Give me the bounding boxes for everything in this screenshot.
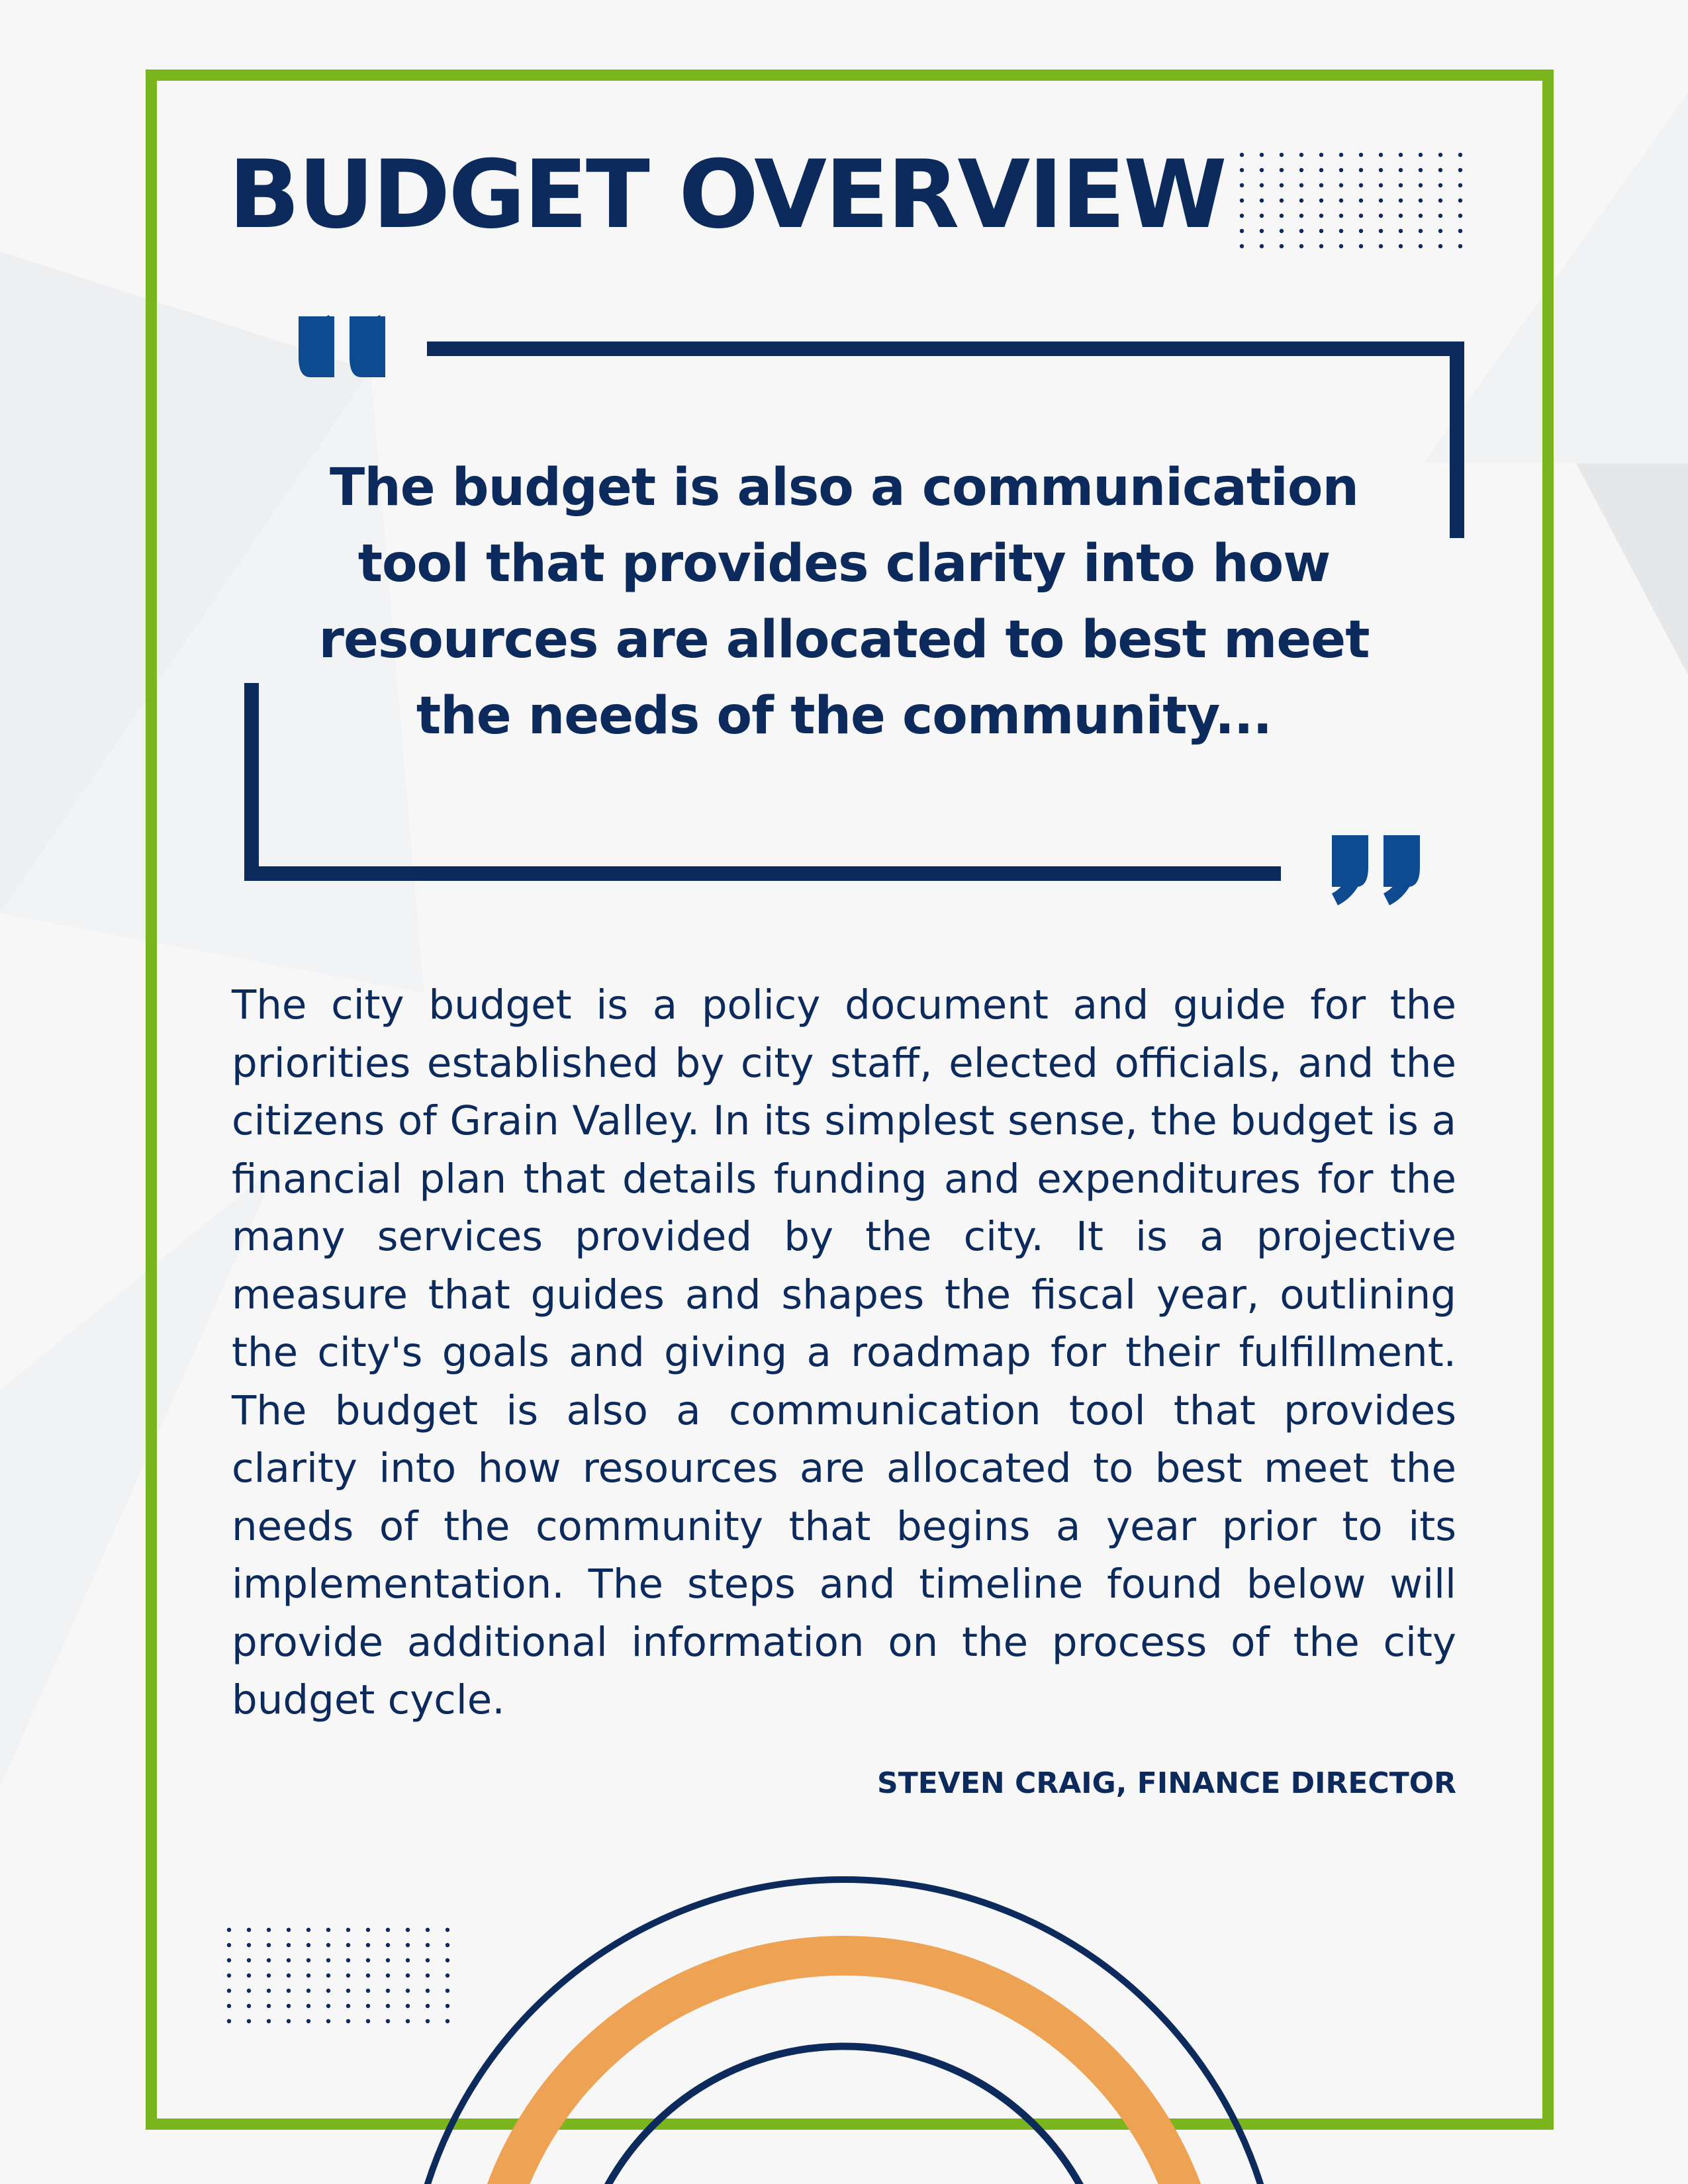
dot [1260, 183, 1264, 187]
dot [306, 1974, 310, 1978]
dot [1319, 153, 1323, 157]
dot [366, 1989, 370, 1993]
dot [1339, 214, 1343, 218]
dot [1260, 244, 1264, 248]
dot [1438, 168, 1442, 172]
dot [1319, 168, 1323, 172]
dot [1299, 153, 1303, 157]
dot [386, 2019, 390, 2023]
dot [227, 1974, 231, 1978]
dot [1280, 168, 1284, 172]
dot [267, 2019, 271, 2023]
dot [445, 2019, 449, 2023]
dot [1240, 153, 1244, 157]
dot [306, 2004, 310, 2008]
dot [227, 1989, 231, 1993]
dot [1299, 214, 1303, 218]
dot [386, 1943, 390, 1947]
dot [1299, 229, 1303, 233]
dot [1319, 244, 1323, 248]
dot [386, 1989, 390, 1993]
page-title: BUDGET OVERVIEW [228, 140, 1225, 250]
dot [247, 1974, 251, 1978]
pull-quote: The budget is also a communication tool that provides clarity into how resources are allocated to best meet the needs of the community... [318, 458, 1370, 746]
dot [426, 1974, 430, 1978]
dot [1339, 244, 1343, 248]
dot [1399, 168, 1403, 172]
dot [1458, 183, 1462, 187]
dot [445, 1958, 449, 1962]
dot [227, 2019, 231, 2023]
dot [267, 1989, 271, 1993]
dot [1419, 229, 1423, 233]
dot [1419, 183, 1423, 187]
dot [1260, 199, 1264, 203]
dot [227, 1928, 231, 1932]
dot [267, 1943, 271, 1947]
dot [1260, 214, 1264, 218]
dot [326, 2019, 330, 2023]
dot [1438, 244, 1442, 248]
dot [287, 1928, 291, 1932]
dot [346, 2004, 350, 2008]
dot [1419, 244, 1423, 248]
dot [1438, 153, 1442, 157]
dot [1438, 214, 1442, 218]
dot [445, 1989, 449, 1993]
dot [1359, 153, 1363, 157]
dot [346, 1928, 350, 1932]
dot [406, 1958, 410, 1962]
dot [1299, 183, 1303, 187]
dot [346, 1943, 350, 1947]
dot [406, 1928, 410, 1932]
dot [1399, 214, 1403, 218]
dot [306, 1928, 310, 1932]
dot [1458, 229, 1462, 233]
dot [426, 1943, 430, 1947]
dot [366, 1943, 370, 1947]
dot [346, 1958, 350, 1962]
dot [1379, 199, 1383, 203]
dot [267, 2004, 271, 2008]
dot [426, 1989, 430, 1993]
dot [247, 1943, 251, 1947]
dot [1280, 244, 1284, 248]
dot [386, 1928, 390, 1932]
dot [1280, 214, 1284, 218]
dot [287, 1989, 291, 1993]
dot [1240, 229, 1244, 233]
dot [287, 1943, 291, 1947]
dot [1339, 168, 1343, 172]
dot [1240, 244, 1244, 248]
dot [1319, 229, 1323, 233]
dot [227, 2004, 231, 2008]
dot [1438, 199, 1442, 203]
dot [247, 1928, 251, 1932]
dot [1240, 214, 1244, 218]
dot [1319, 199, 1323, 203]
dot [1379, 244, 1383, 248]
dot [445, 1943, 449, 1947]
dot [1458, 214, 1462, 218]
dot [1299, 244, 1303, 248]
dot [1438, 183, 1442, 187]
dot [326, 2004, 330, 2008]
dot [1419, 168, 1423, 172]
dot [1240, 183, 1244, 187]
dot [386, 1958, 390, 1962]
dot [346, 1974, 350, 1978]
dot [306, 1958, 310, 1962]
dot [1260, 153, 1264, 157]
dot [247, 2019, 251, 2023]
dot [227, 1958, 231, 1962]
body-paragraph: The city budget is a policy document and guide for the priorities established by city staff, elected officials, and the citizens of Grain Valley. In its simplest sense, the budget is a financial plan that details funding and expenditures for the many services provided by the city. It is a projective measure that guides and shapes the fiscal year, outlining the city's goals and giving a roadmap for their fulfillment. The budget is also a communication tool that provides clarity into how resources are allocated to best meet the needs of the community that begins a year prior to its implementation. The steps and timeline found below will provide additional information on the process of the city budget cycle. [232, 981, 1456, 1723]
dot [1458, 153, 1462, 157]
dot [1359, 229, 1363, 233]
dot [406, 2019, 410, 2023]
dot [1458, 199, 1462, 203]
dot [426, 2004, 430, 2008]
dot [1399, 244, 1403, 248]
dot [1339, 199, 1343, 203]
dot [326, 1943, 330, 1947]
dot [346, 1989, 350, 1993]
dot [1438, 229, 1442, 233]
dot [1419, 153, 1423, 157]
dot [1379, 214, 1383, 218]
dot [386, 2004, 390, 2008]
dot [1240, 168, 1244, 172]
dot [287, 2004, 291, 2008]
dot [1260, 168, 1264, 172]
dot [366, 2004, 370, 2008]
dot [1419, 199, 1423, 203]
dot [1399, 153, 1403, 157]
dot [366, 2019, 370, 2023]
dot [1339, 153, 1343, 157]
dot [227, 1943, 231, 1947]
dot [445, 1974, 449, 1978]
dot [1359, 214, 1363, 218]
dot [1399, 199, 1403, 203]
dot [1280, 153, 1284, 157]
dot [306, 1989, 310, 1993]
dot [1319, 214, 1323, 218]
dot [445, 2004, 449, 2008]
dot [306, 2019, 310, 2023]
dot [1458, 244, 1462, 248]
dot [1419, 214, 1423, 218]
dot [1379, 168, 1383, 172]
dot [1359, 199, 1363, 203]
dot [1458, 168, 1462, 172]
dot [406, 1989, 410, 1993]
dot [326, 1974, 330, 1978]
dot [1240, 199, 1244, 203]
attribution: STEVEN CRAIG, FINANCE DIRECTOR [877, 1766, 1456, 1800]
dot [1379, 153, 1383, 157]
dot [366, 1928, 370, 1932]
dot [1359, 183, 1363, 187]
dot [426, 2019, 430, 2023]
dot [1260, 229, 1264, 233]
dot [287, 1958, 291, 1962]
dot [1299, 199, 1303, 203]
dot [1379, 183, 1383, 187]
dot [267, 1974, 271, 1978]
dot [247, 1989, 251, 1993]
dot [247, 2004, 251, 2008]
dot [1280, 229, 1284, 233]
dot [426, 1958, 430, 1962]
dot [1399, 229, 1403, 233]
dot [445, 1928, 449, 1932]
dot [287, 2019, 291, 2023]
dot [1359, 168, 1363, 172]
dot [346, 2019, 350, 2023]
dot [1339, 229, 1343, 233]
dot [1280, 199, 1284, 203]
dot [326, 1989, 330, 1993]
dot [267, 1928, 271, 1932]
dot-grid-bottom-left [225, 1926, 457, 2032]
dot [1280, 183, 1284, 187]
dot [247, 1958, 251, 1962]
dot [386, 1974, 390, 1978]
dot [406, 2004, 410, 2008]
dot [267, 1958, 271, 1962]
dot [1319, 183, 1323, 187]
dot [287, 1974, 291, 1978]
dot-grid-top-right [1238, 151, 1470, 257]
dot [426, 1928, 430, 1932]
dot [1339, 183, 1343, 187]
dot [326, 1958, 330, 1962]
dot [1399, 183, 1403, 187]
dot [406, 1974, 410, 1978]
dot [326, 1928, 330, 1932]
dot [366, 1974, 370, 1978]
dot [366, 1958, 370, 1962]
dot [1299, 168, 1303, 172]
dot [306, 1943, 310, 1947]
dot [1379, 229, 1383, 233]
dot [1359, 244, 1363, 248]
dot [406, 1943, 410, 1947]
